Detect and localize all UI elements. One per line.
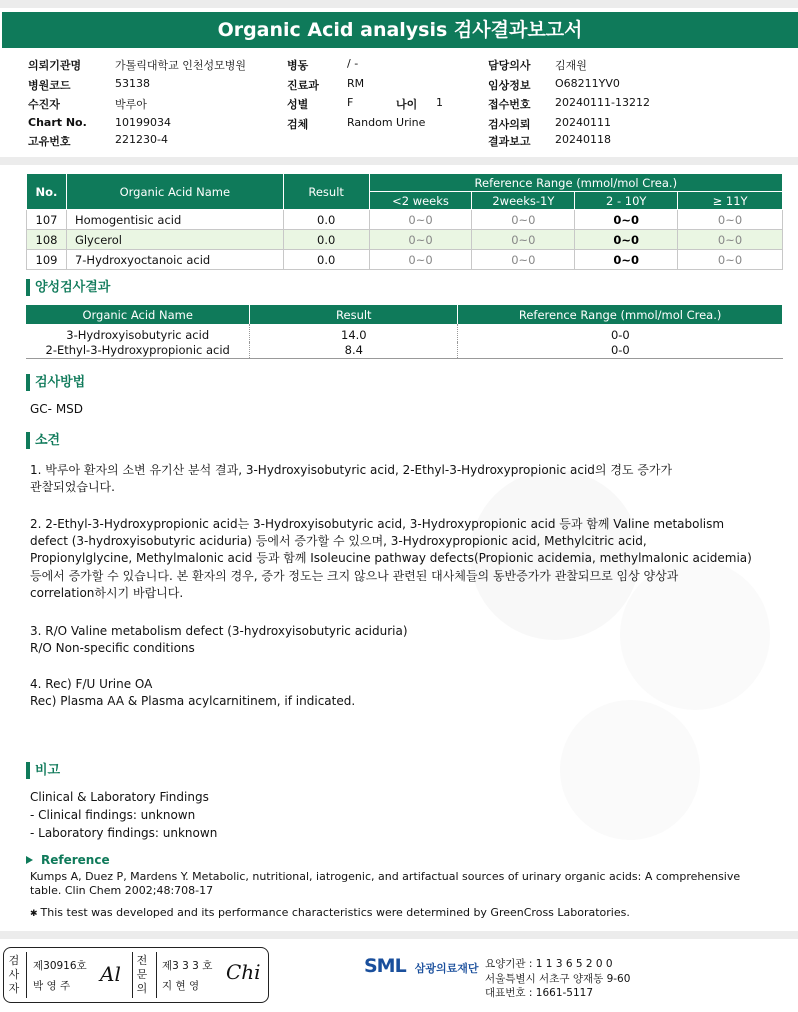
cell-ref: 0~0 <box>369 250 472 270</box>
table-row <box>27 210 783 230</box>
cell-result: 0.0 <box>283 250 369 270</box>
address-line: 대표번호 : 1661-5117 <box>485 987 594 999</box>
col-header-result: Result <box>250 305 458 324</box>
logo-mark: SML <box>364 955 406 977</box>
table-row <box>26 324 783 342</box>
cell-name: Glycerol <box>66 230 283 250</box>
findings-paragraph-2 <box>30 516 770 602</box>
cell-ref: 0~0 <box>472 210 575 230</box>
col-header-range: 2weeks-1Y <box>472 192 575 210</box>
table-row <box>27 230 783 250</box>
findings-paragraph-4 <box>30 676 770 710</box>
address-line: 요양기관 : 1 1 3 6 5 2 0 0 <box>485 958 613 970</box>
info-label: 병원코드 <box>28 79 71 92</box>
info-value: RM <box>347 77 365 90</box>
info-value: / - <box>347 57 359 70</box>
cell-ref: 0~0 <box>575 230 678 250</box>
info-label: 접수번호 <box>488 98 531 111</box>
cell-no: 107 <box>27 210 67 230</box>
reference-citation <box>30 870 775 898</box>
info-value: 박루아 <box>115 98 147 111</box>
info-value: 20240118 <box>555 133 611 146</box>
cell-ref: 0~0 <box>575 250 678 270</box>
remarks-text <box>30 788 770 842</box>
divider <box>26 952 27 998</box>
info-value: 221230-4 <box>115 133 168 146</box>
col-header-name: Organic Acid Name <box>66 174 283 210</box>
lab-address <box>485 957 630 1001</box>
cell-ref: 0~0 <box>369 210 472 230</box>
divider <box>132 952 133 998</box>
info-value: Random Urine <box>347 116 426 129</box>
findings-paragraph-3 <box>30 623 770 657</box>
cell-result: 0.0 <box>283 230 369 250</box>
examiner-signature: Al <box>100 962 121 986</box>
specialist-license: 제3 3 3 호 <box>162 960 213 972</box>
findings-line: 관찰되었습니다. <box>30 480 115 495</box>
info-value: 53138 <box>115 77 150 90</box>
specialist-label-text: 전문의 <box>136 954 148 995</box>
asterisk-icon: ✱ <box>30 909 38 919</box>
table-row <box>27 250 783 270</box>
remarks-line: - Laboratory findings: unknown <box>30 826 218 840</box>
col-header-reference: Reference Range (mmol/mol Crea.) <box>369 174 782 192</box>
reference-note-text: This test was developed and its performance characteristics were determined by GreenCross Laboratories. <box>40 906 630 919</box>
info-label: 결과보고 <box>488 135 531 148</box>
info-label: 성별 <box>287 98 309 111</box>
cell-ref: 0-0 <box>458 342 783 358</box>
cell-result: 0.0 <box>283 210 369 230</box>
info-value: 20240111-13212 <box>555 96 650 109</box>
info-label: 고유번호 <box>28 135 71 148</box>
reference-line: table. Clin Chem 2002;48:708-17 <box>30 884 214 897</box>
cell-result: 8.4 <box>250 342 458 358</box>
findings-line: 4. Rec) F/U Urine OA <box>30 677 153 691</box>
cell-name: 7-Hydroxyoctanoic acid <box>66 250 283 270</box>
positive-results-table <box>26 305 783 359</box>
section-divider <box>0 157 798 165</box>
cell-result: 14.0 <box>250 324 458 342</box>
findings-line: 등에서 증가할 수 있습니다. 본 환자의 경우, 증가 정도는 크지 않으나 관련된 대사체들의 동반증가가 관찰되므로 임상 양상과 <box>30 568 679 583</box>
section-divider <box>0 931 798 939</box>
findings-line: Propionylglycine, Methylmalonic acid 등과 함께 Isoleucine pathway defects(Propionic acidemia, methylmalonic acidemia) <box>30 551 752 566</box>
findings-line: R/O Non-specific conditions <box>30 641 195 656</box>
signature-box <box>3 947 269 1003</box>
cell-name: 3-Hydroxyisobutyric acid <box>26 324 250 342</box>
info-value: 1 <box>436 96 443 109</box>
cell-ref: 0~0 <box>472 230 575 250</box>
reference-title <box>26 853 110 867</box>
reference-title-text: Reference <box>41 853 110 867</box>
specialist-label <box>136 954 152 996</box>
info-value: 20240111 <box>555 116 611 129</box>
col-header-reference: Reference Range (mmol/mol Crea.) <box>458 305 783 324</box>
col-header-range: 2 - 10Y <box>575 192 678 210</box>
cell-ref: 0~0 <box>575 210 678 230</box>
remarks-section-title: 비고 <box>26 762 60 779</box>
info-value: 김재원 <box>555 59 587 72</box>
info-label: 임상정보 <box>488 79 531 92</box>
info-value: F <box>347 96 354 109</box>
method-text: GC- MSD <box>30 402 84 416</box>
findings-line: correlation하시기 바랍니다. <box>30 585 184 600</box>
cell-ref: 0-0 <box>610 328 630 342</box>
findings-line: 2. 2-Ethyl-3-Hydroxypropionic acid는 3-Hydroxyisobutyric acid, 3-Hydroxypropionic acid 등과 함께 Valine metabolism <box>30 517 725 531</box>
cell-ref: 0~0 <box>678 210 783 230</box>
info-value: 가톨릭대학교 인천성모병원 <box>115 59 247 72</box>
specialist-name: 지 현 영 <box>162 980 200 992</box>
col-header-range: ≥ 11Y <box>678 192 783 210</box>
info-value: 10199034 <box>115 116 171 129</box>
cell-no: 108 <box>27 230 67 250</box>
info-label: 나이 <box>396 98 418 111</box>
findings-line: 3. R/O Valine metabolism defect (3-hydroxyisobutyric aciduria) <box>30 624 408 638</box>
remarks-line: - Clinical findings: unknown <box>30 808 196 822</box>
patient-info <box>0 0 798 160</box>
cell-ref: 0~0 <box>678 230 783 250</box>
findings-section-title: 소견 <box>26 432 60 449</box>
cell-ref: 0~0 <box>678 250 783 270</box>
triangle-icon <box>26 856 33 864</box>
logo-name: 삼광의료재단 <box>414 962 479 975</box>
findings-line: Rec) Plasma AA & Plasma acylcarnitinem, if indicated. <box>30 694 356 709</box>
table-row <box>26 342 783 358</box>
info-label: Chart No. <box>28 116 87 129</box>
reference-note <box>30 906 775 921</box>
col-header-name: Organic Acid Name <box>26 305 250 324</box>
cell-no: 109 <box>27 250 67 270</box>
examiner-license: 제30916호 <box>33 960 87 972</box>
info-label: 의뢰기관명 <box>28 59 82 72</box>
info-label: 검체 <box>287 118 309 131</box>
cell-name: 2-Ethyl-3-Hydroxypropionic acid <box>26 342 250 358</box>
findings-line: 1. 박루아 환자의 소변 유기산 분석 결과, 3-Hydroxyisobutyric acid, 2-Ethyl-3-Hydroxypropionic acid의 경도 증가가 <box>30 463 673 477</box>
positive-section-title: 양성검사결과 <box>26 279 110 296</box>
sml-logo <box>364 955 479 977</box>
method-section-title: 검사방법 <box>26 374 85 391</box>
col-header-result: Result <box>283 174 369 210</box>
info-label: 진료과 <box>287 79 319 92</box>
findings-line: defect (3-hydroxyisobutyric aciduria) 등에서 증가할 수 있으며, 3-Hydroxypropionic acid, Methylcitric acid, <box>30 534 647 549</box>
address-line: 서울특별시 서초구 양재동 9-60 <box>485 972 631 985</box>
cell-ref: 0~0 <box>472 250 575 270</box>
reference-line: Kumps A, Duez P, Mardens Y. Metabolic, nutritional, iatrogenic, and artifactual sources of urinary organic acids: A comprehensive <box>30 870 741 883</box>
info-label: 병동 <box>287 59 309 72</box>
examiner-name: 박 영 주 <box>33 980 71 992</box>
results-table <box>26 173 783 270</box>
remarks-line: Clinical & Laboratory Findings <box>30 790 209 804</box>
cell-ref: 0~0 <box>369 230 472 250</box>
examiner-label-text: 검사자 <box>8 954 20 995</box>
info-value: O68211YV0 <box>555 77 620 90</box>
report-title: Organic Acid analysis 검사결과보고서 <box>2 12 798 48</box>
specialist-signature: Chi <box>226 960 261 984</box>
cell-name: Homogentisic acid <box>66 210 283 230</box>
info-label: 검사의뢰 <box>488 118 531 131</box>
divider <box>156 952 157 998</box>
info-label: 담당의사 <box>488 59 531 72</box>
col-header-range: <2 weeks <box>369 192 472 210</box>
info-label: 수진자 <box>28 98 60 111</box>
examiner-label <box>8 954 24 996</box>
col-header-no: No. <box>27 174 67 210</box>
findings-paragraph-1 <box>30 462 770 496</box>
